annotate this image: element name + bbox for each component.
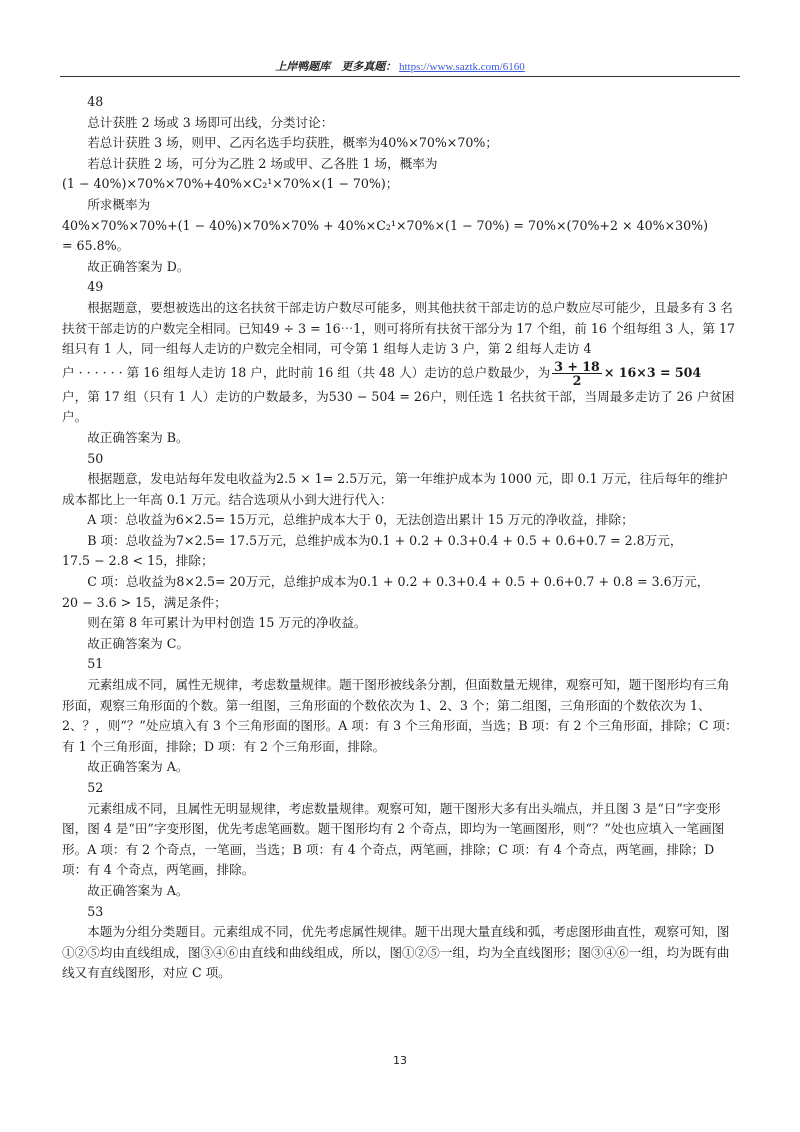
text-line: 则在第 8 年可累计为甲村创造 15 万元的净收益。: [87, 615, 367, 631]
answer-content: [62, 92, 738, 984]
text-line: C 项：总收益为8×2.5= 20万元，总维护成本为0.1 + 0.2 + 0.3+0.4 + 0.5 + 0.6+0.7 + 0.8 = 3.6万元，: [87, 574, 710, 590]
text-line: 故正确答案为 D。: [87, 258, 190, 274]
header-link[interactable]: https://www.saztk.com/6160: [398, 61, 525, 73]
text-line: 48: [87, 94, 104, 109]
header-more-label: 更多真题：: [341, 61, 397, 73]
text-line: 49: [87, 279, 104, 295]
text-line: 故正确答案为 C。: [87, 635, 189, 651]
text-line: 20 − 3.6 > 15，满足条件；: [62, 594, 227, 610]
text-line: A 项：总收益为6×2.5= 15万元，总维护成本大于 0，无法创造出累计 15 万元的净收益，排除；: [87, 512, 634, 528]
text-line: 本题为分组分类题目。元素组成不同，优先考虑属性规律。题干出现大量直线和弧，考虑图形曲直性，观察可知，图①②⑤均由直线组成，图③④⑥由直线和曲线组成，所以，图①②⑤一组，均为全直线图形；图③④⑥一组，均为既有曲线又有直线图形，对应 C 项。: [62, 924, 730, 981]
text-line: 故正确答案为 A。: [87, 759, 189, 775]
header-divider: [60, 76, 740, 77]
text-line: 52: [87, 780, 104, 795]
text-line: (1 − 40%)×70%×70%+40%×C₂¹×70%×(1 − 70%)；: [62, 176, 399, 192]
text-line: 户，第 17 组（只有 1 人）走访的户数最多，为530 − 504 = 26户，则任选 1 名扶贫干部，当周最多走访了 26 户贫困户。: [62, 388, 735, 425]
text-line: 53: [87, 903, 104, 919]
text-line: 元素组成不同，且属性无明显规律，考虑数量规律。观察可知，题干图形大多有出头端点，并且图 3 是“日”字变形图，图 4 是“田”字变形图，优先考虑笔画数。题干图形均有 2 个奇点，即均为一笔画图形，则“？”处也应填入一笔画图形。A 项：有 2 个奇点，一笔画，当选；B 项：有 4 个奇点，两笔画，排除；C 项：有 4 个奇点，两笔画，排除；D 项：有 4 个奇点，两笔画，排除。: [62, 800, 725, 878]
text-line: 51: [87, 656, 104, 672]
text-line: = 65.8%。: [62, 238, 130, 254]
text-line: 根据题意，要想被选出的这名扶贫干部走访户数尽可能多，则其他扶贫干部走访的总户数应尽可能少，且最多有 3 名扶贫干部走访的户数完全相同。已知49 ÷ 3 = 16⋯1，则可将所有扶贫干部分为 17 个组，前 16 个组每组 3 人，第 17 组只有 1 人，同一组每人走访的户数完全相同，可令第 1 组每人走访 3 户，第 2 组每人走访 4: [62, 299, 736, 357]
text-line: 户 · · · · · · 第 16 组每人走访 18 户，此时前 16 组（共 48 人）走访的总户数最少，为 $\frac{3 + 18}{2}$ × 16×3 = 504: [62, 358, 702, 388]
text-line: 若总计获胜 2 场，可分为乙胜 2 场或甲、乙各胜 1 场，概率为: [87, 155, 438, 171]
text-line: 50: [87, 450, 104, 466]
header-brand: 上岸鸭题库: [275, 61, 331, 73]
text-line: 故正确答案为 A。: [87, 882, 189, 898]
text-line: 故正确答案为 B。: [87, 429, 189, 445]
text-line: 所求概率为: [87, 196, 151, 212]
text-line: B 项：总收益为7×2.5= 17.5万元，总维护成本为0.1 + 0.2 + 0.3+0.4 + 0.5 + 0.6+0.7 = 2.8万元，: [87, 532, 683, 548]
page-header: [60, 58, 740, 74]
text-line: 40%×70%×70%+(1 − 40%)×70%×70% + 40%×C₂¹×70%×(1 − 70%) = 70%×(70%+2 × 40%×30%): [62, 217, 709, 233]
text-line: 总计获胜 2 场或 3 场即可出线，分类讨论：: [87, 114, 334, 130]
text-line: 根据题意，发电站每年发电收益为2.5 × 1= 2.5万元，第一年维护成本为 1000 元，即 0.1 万元，往后每年的维护成本都比上一年高 0.1 万元。结合选项从小到大进行代入：: [62, 471, 728, 507]
text-line: 元素组成不同，属性无规律，考虑数量规律。题干图形被线条分割，但面数量无规律，观察可知，题干图形均有三角形面，观察三角形面的个数。第一组图，三角形面的个数依次为 1、2、3 个；第二组图，三角形面的个数依次为 1、2、？，则“？”处应填入有 3 个三角形面的图形。A 项：有 3 个三角形面，当选；B 项：有 2 个三角形面，排除；C 项：有 1 个三角形面，排除；D 项：有 2 个三角形面，排除。: [62, 677, 738, 754]
page-number: 13: [393, 1054, 407, 1067]
text-line: 若总计获胜 3 场，则甲、乙丙名选手均获胜，概率为40%×70%×70%；: [87, 135, 498, 151]
fraction: $\frac{3 + 18}{2}$: [554, 358, 600, 388]
text-line: 17.5 − 2.8 < 15，排除；: [62, 553, 214, 569]
